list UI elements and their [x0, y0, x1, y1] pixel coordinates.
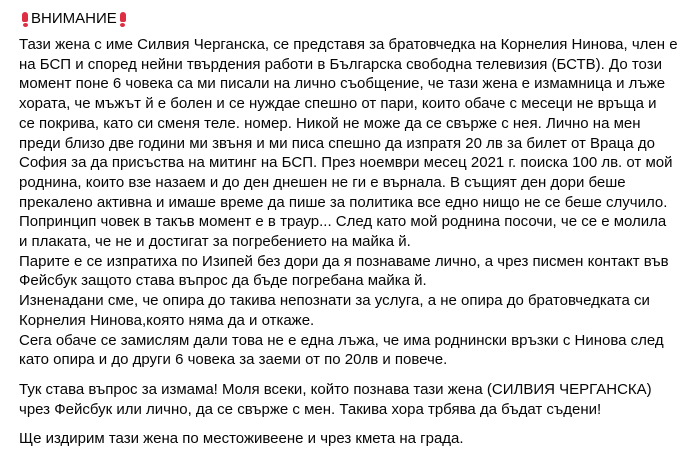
exclamation-icon [22, 12, 28, 27]
paragraph-spacer [19, 370, 677, 380]
text-line: Тази жена с име Силвия Черганска, се представя за братовчедка на Корнелия Нинова, член е [19, 36, 678, 53]
headline-text: ВНИМАНИЕ [31, 10, 117, 28]
text-line: Парите е се изпратиха по Изипей без дори да я познаваме лично, а чрез писмен контакт във [19, 252, 669, 270]
text-line: Ще издирим тази жена по местоживеене и чрез кмета на града. [19, 430, 464, 448]
text-line: се покрива, като си сменя теле. номер. Никой не може да се свърже с нея. Лично на мен [19, 114, 641, 132]
text-line: преди близо две години ми звъня и ми писа спешно да изпратя 20 лв за билет от Враца до [19, 134, 655, 152]
text-line: Сега обаче се замислям дали това не е една лъжа, че има роднински връзки с Нинова след [19, 331, 664, 349]
post-paragraph-appeal [19, 380, 677, 419]
post-paragraph-main [19, 35, 677, 370]
paragraph-spacer [19, 419, 677, 429]
text-line: прекалено активна и имаше време да пише за политика все едно нищо не се беше случило. [19, 193, 668, 211]
text-line: момент поне 6 човека са ми писали на лично съобщение, че тази жена е измамница и лъже [19, 75, 666, 93]
text-line: Тук става въпрос за измама! Моля всеки, който познава тази жена (СИЛВИЯ ЧЕРГАНСКА) [19, 380, 652, 398]
post-paragraph-closing [19, 429, 677, 449]
text-line: Фейсбук защото става въпрос да бъде погребана майка й. [19, 272, 427, 290]
text-line: Корнелия Нинова,която няма да и откаже. [19, 311, 315, 329]
text-line: София за да присъства на митинг на БСП. През ноември месец 2021 г. поиска 100 лв. от мой [19, 154, 673, 172]
text-line: чрез Фейсбук или лично, да се свърже с мен. Такива хора трбява да бъдат съдени! [19, 400, 602, 418]
text-line: Попринцип човек в такъв момент е в траур... След като мой роднина посочи, че се е молила [19, 213, 667, 231]
post-headline [19, 9, 677, 29]
text-line: роднина, които взе назаем и до ден днешен не ги е върнала. В същият ден дори беше [19, 173, 626, 191]
exclamation-icon [120, 12, 126, 27]
text-line: Изненадани сме, че опира до такива непознати за услуга, а не опира до братовчедката си [19, 292, 650, 310]
text-line: на БСП и според нейни твърдения работи в Българска свободна телевизия (БСТВ). До този [19, 55, 662, 73]
text-line: като опира и до други 6 човека за заеми от по 20лв и повече. [19, 351, 448, 369]
text-line: хората, че мъжът й е болен и се нуждае спешно от пари, които обаче с месеци не връща и [19, 95, 657, 113]
text-line: и плаката, че не и достигат за погребението на майка й. [19, 233, 411, 251]
